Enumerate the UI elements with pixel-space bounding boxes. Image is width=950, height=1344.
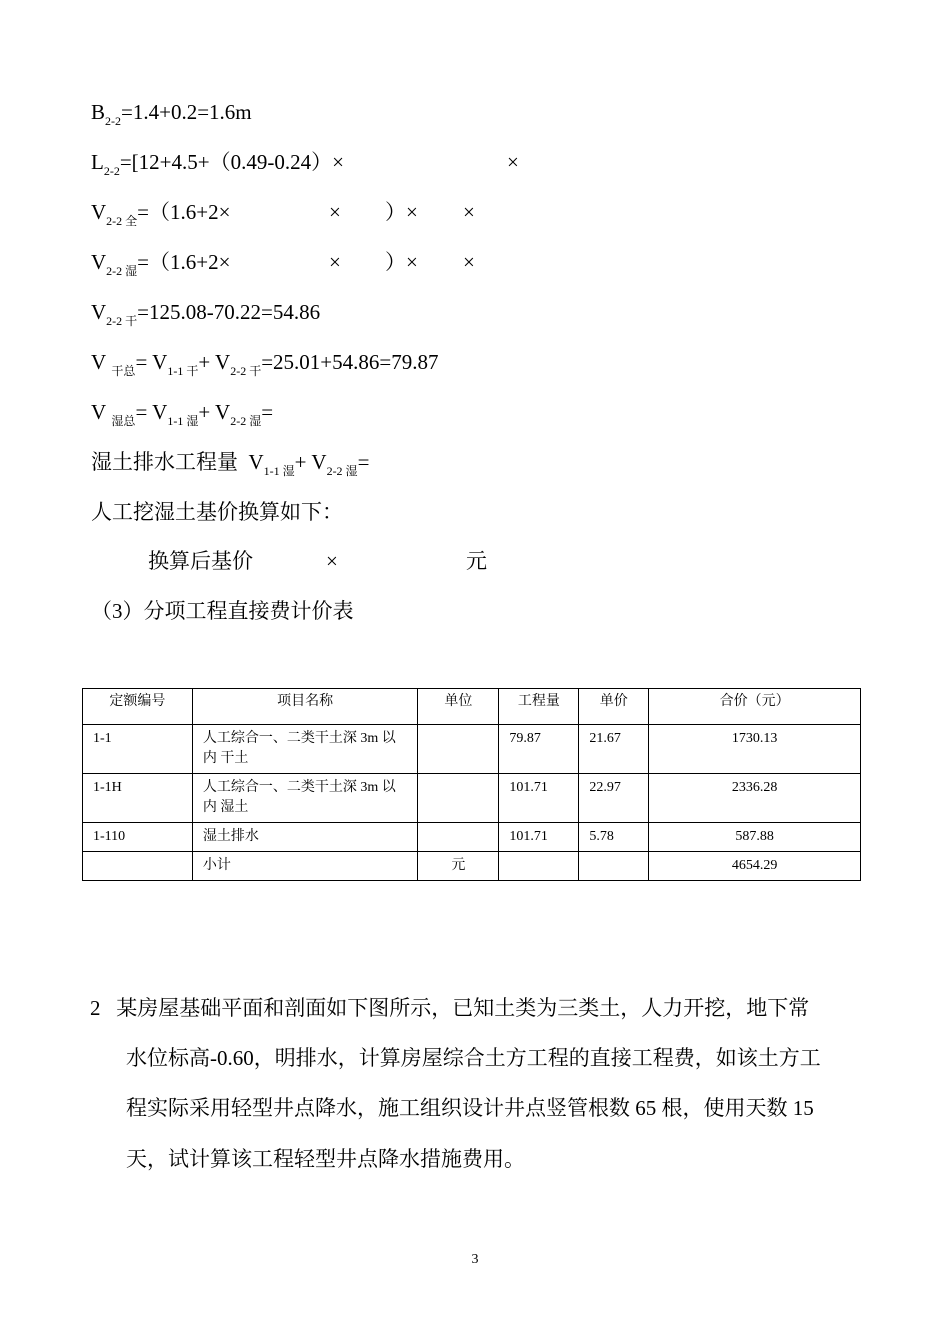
question-line-4: 天，试计算该工程轻型井点降水措施费用。 <box>126 1147 525 1171</box>
formula-subscript: 2-2 干 <box>106 314 138 328</box>
table-row-subtotal <box>83 852 861 881</box>
cell-name: 湿土排水 <box>192 823 418 852</box>
formula-v-dry-total <box>91 350 439 378</box>
formula-symbol: V <box>248 450 264 474</box>
page-number: 3 <box>471 1252 479 1267</box>
formula-symbol: B <box>91 100 106 124</box>
conversion-unit: 元 <box>466 549 487 573</box>
cell-total: 2336.28 <box>649 774 861 823</box>
cell-qty: 79.87 <box>499 725 579 774</box>
formula-expression: = <box>261 400 274 424</box>
times-sign: × <box>329 200 341 224</box>
times-sign: × <box>463 250 475 274</box>
formula-operator: + V <box>198 400 231 424</box>
formula-v22-all <box>91 200 231 228</box>
cell-name: 人工综合一、二类干土深 3m 以内 干土 <box>192 725 418 774</box>
formula-subscript: 湿总 <box>111 414 136 428</box>
times-sign: × <box>329 250 341 274</box>
cell-unit <box>418 725 499 774</box>
formula-expression: =1.4+0.2=1.6m <box>121 100 252 124</box>
formula-expression: = <box>357 450 370 474</box>
cell-unit: 元 <box>418 852 499 881</box>
cell-name: 小计 <box>192 852 418 881</box>
cell-qty: 101.71 <box>499 823 579 852</box>
cell-unit <box>418 823 499 852</box>
times-sign: × <box>507 150 519 174</box>
formula-v22-wet <box>91 250 231 278</box>
formula-b22 <box>91 100 252 128</box>
cell-name: 人工综合一、二类干土深 3m 以内 湿土 <box>192 774 418 823</box>
formula-operator: + V <box>198 350 231 374</box>
formula-drainage <box>91 450 370 478</box>
formula-subscript: 1-1 湿 <box>167 414 199 428</box>
formula-operator: = V <box>135 350 168 374</box>
formula-v-wet-total <box>91 400 274 428</box>
formula-v22-dry <box>91 300 321 328</box>
formula-subscript: 2-2 <box>105 114 122 128</box>
formula-expression: =（1.6+2× <box>137 250 231 274</box>
formula-operator: + V <box>294 450 327 474</box>
cell-total: 4654.29 <box>649 852 861 881</box>
cell-qty: 101.71 <box>499 774 579 823</box>
col-header-unit: 单位 <box>418 689 499 725</box>
formula-subscript: 2-2 湿 <box>326 464 358 478</box>
cell-code: 1-110 <box>83 823 193 852</box>
cell-code: 1-1 <box>83 725 193 774</box>
table-row <box>83 725 861 774</box>
times-sign: × <box>463 200 475 224</box>
formula-subscript: 1-1 湿 <box>263 464 295 478</box>
cell-total: 587.88 <box>649 823 861 852</box>
formula-expression: =125.08-70.22=54.86 <box>137 300 321 324</box>
question-line-1 <box>90 996 809 1020</box>
times-sign: ）× <box>385 200 418 224</box>
formula-l22 <box>91 150 344 178</box>
question-line-2: 水位标高-0.60，明排水，计算房屋综合土方工程的直接工程费，如该土方工 <box>126 1046 821 1070</box>
table-row <box>83 774 861 823</box>
question-text: 某房屋基础平面和剖面如下图所示，已知土类为三类土，人力开挖，地下常 <box>116 996 810 1020</box>
formula-symbol: L <box>91 150 104 174</box>
col-header-name: 项目名称 <box>192 689 418 725</box>
col-header-qty: 工程量 <box>499 689 579 725</box>
formula-subscript: 2-2 <box>103 164 120 178</box>
conversion-intro: 人工挖湿土基价换算如下： <box>91 500 343 524</box>
cell-total: 1730.13 <box>649 725 861 774</box>
formula-subscript: 2-2 湿 <box>230 414 262 428</box>
formula-operator: = V <box>135 400 168 424</box>
col-header-total: 合价（元） <box>649 689 861 725</box>
formula-symbol: V <box>91 300 107 324</box>
times-sign: ）× <box>385 250 418 274</box>
cell-qty <box>499 852 579 881</box>
cell-price: 21.67 <box>579 725 649 774</box>
formula-symbol: V <box>91 400 107 424</box>
formula-subscript: 干总 <box>111 364 136 378</box>
formula-symbol: V <box>91 200 107 224</box>
cell-price: 22.97 <box>579 774 649 823</box>
formula-expression: =（1.6+2× <box>137 200 231 224</box>
conversion-label: 换算后基价 <box>148 549 253 573</box>
times-sign: × <box>326 549 338 573</box>
formula-subscript: 2-2 干 <box>230 364 262 378</box>
cell-price <box>579 852 649 881</box>
cost-table <box>82 688 861 881</box>
table-header-row <box>83 689 861 725</box>
formula-symbol: V <box>91 250 107 274</box>
col-header-price: 单价 <box>579 689 649 725</box>
formula-label: 湿土排水工程量 <box>91 450 238 474</box>
formula-expression: =25.01+54.86=79.87 <box>261 350 439 374</box>
cell-price: 5.78 <box>579 823 649 852</box>
question-number: 2 <box>90 996 101 1020</box>
cell-code <box>83 852 193 881</box>
col-header-code: 定额编号 <box>83 689 193 725</box>
question-line-3: 程实际采用轻型井点降水，施工组织设计井点竖管根数 65 根，使用天数 15 <box>126 1096 814 1120</box>
formula-subscript: 2-2 全 <box>106 214 138 228</box>
formula-subscript: 2-2 湿 <box>106 264 138 278</box>
formula-expression: =[12+4.5+（0.49-0.24）× <box>119 150 344 174</box>
table-row <box>83 823 861 852</box>
formula-symbol: V <box>91 350 107 374</box>
formula-subscript: 1-1 干 <box>167 364 199 378</box>
cell-code: 1-1H <box>83 774 193 823</box>
cell-unit <box>418 774 499 823</box>
table-title: （3）分项工程直接费计价表 <box>91 599 354 623</box>
